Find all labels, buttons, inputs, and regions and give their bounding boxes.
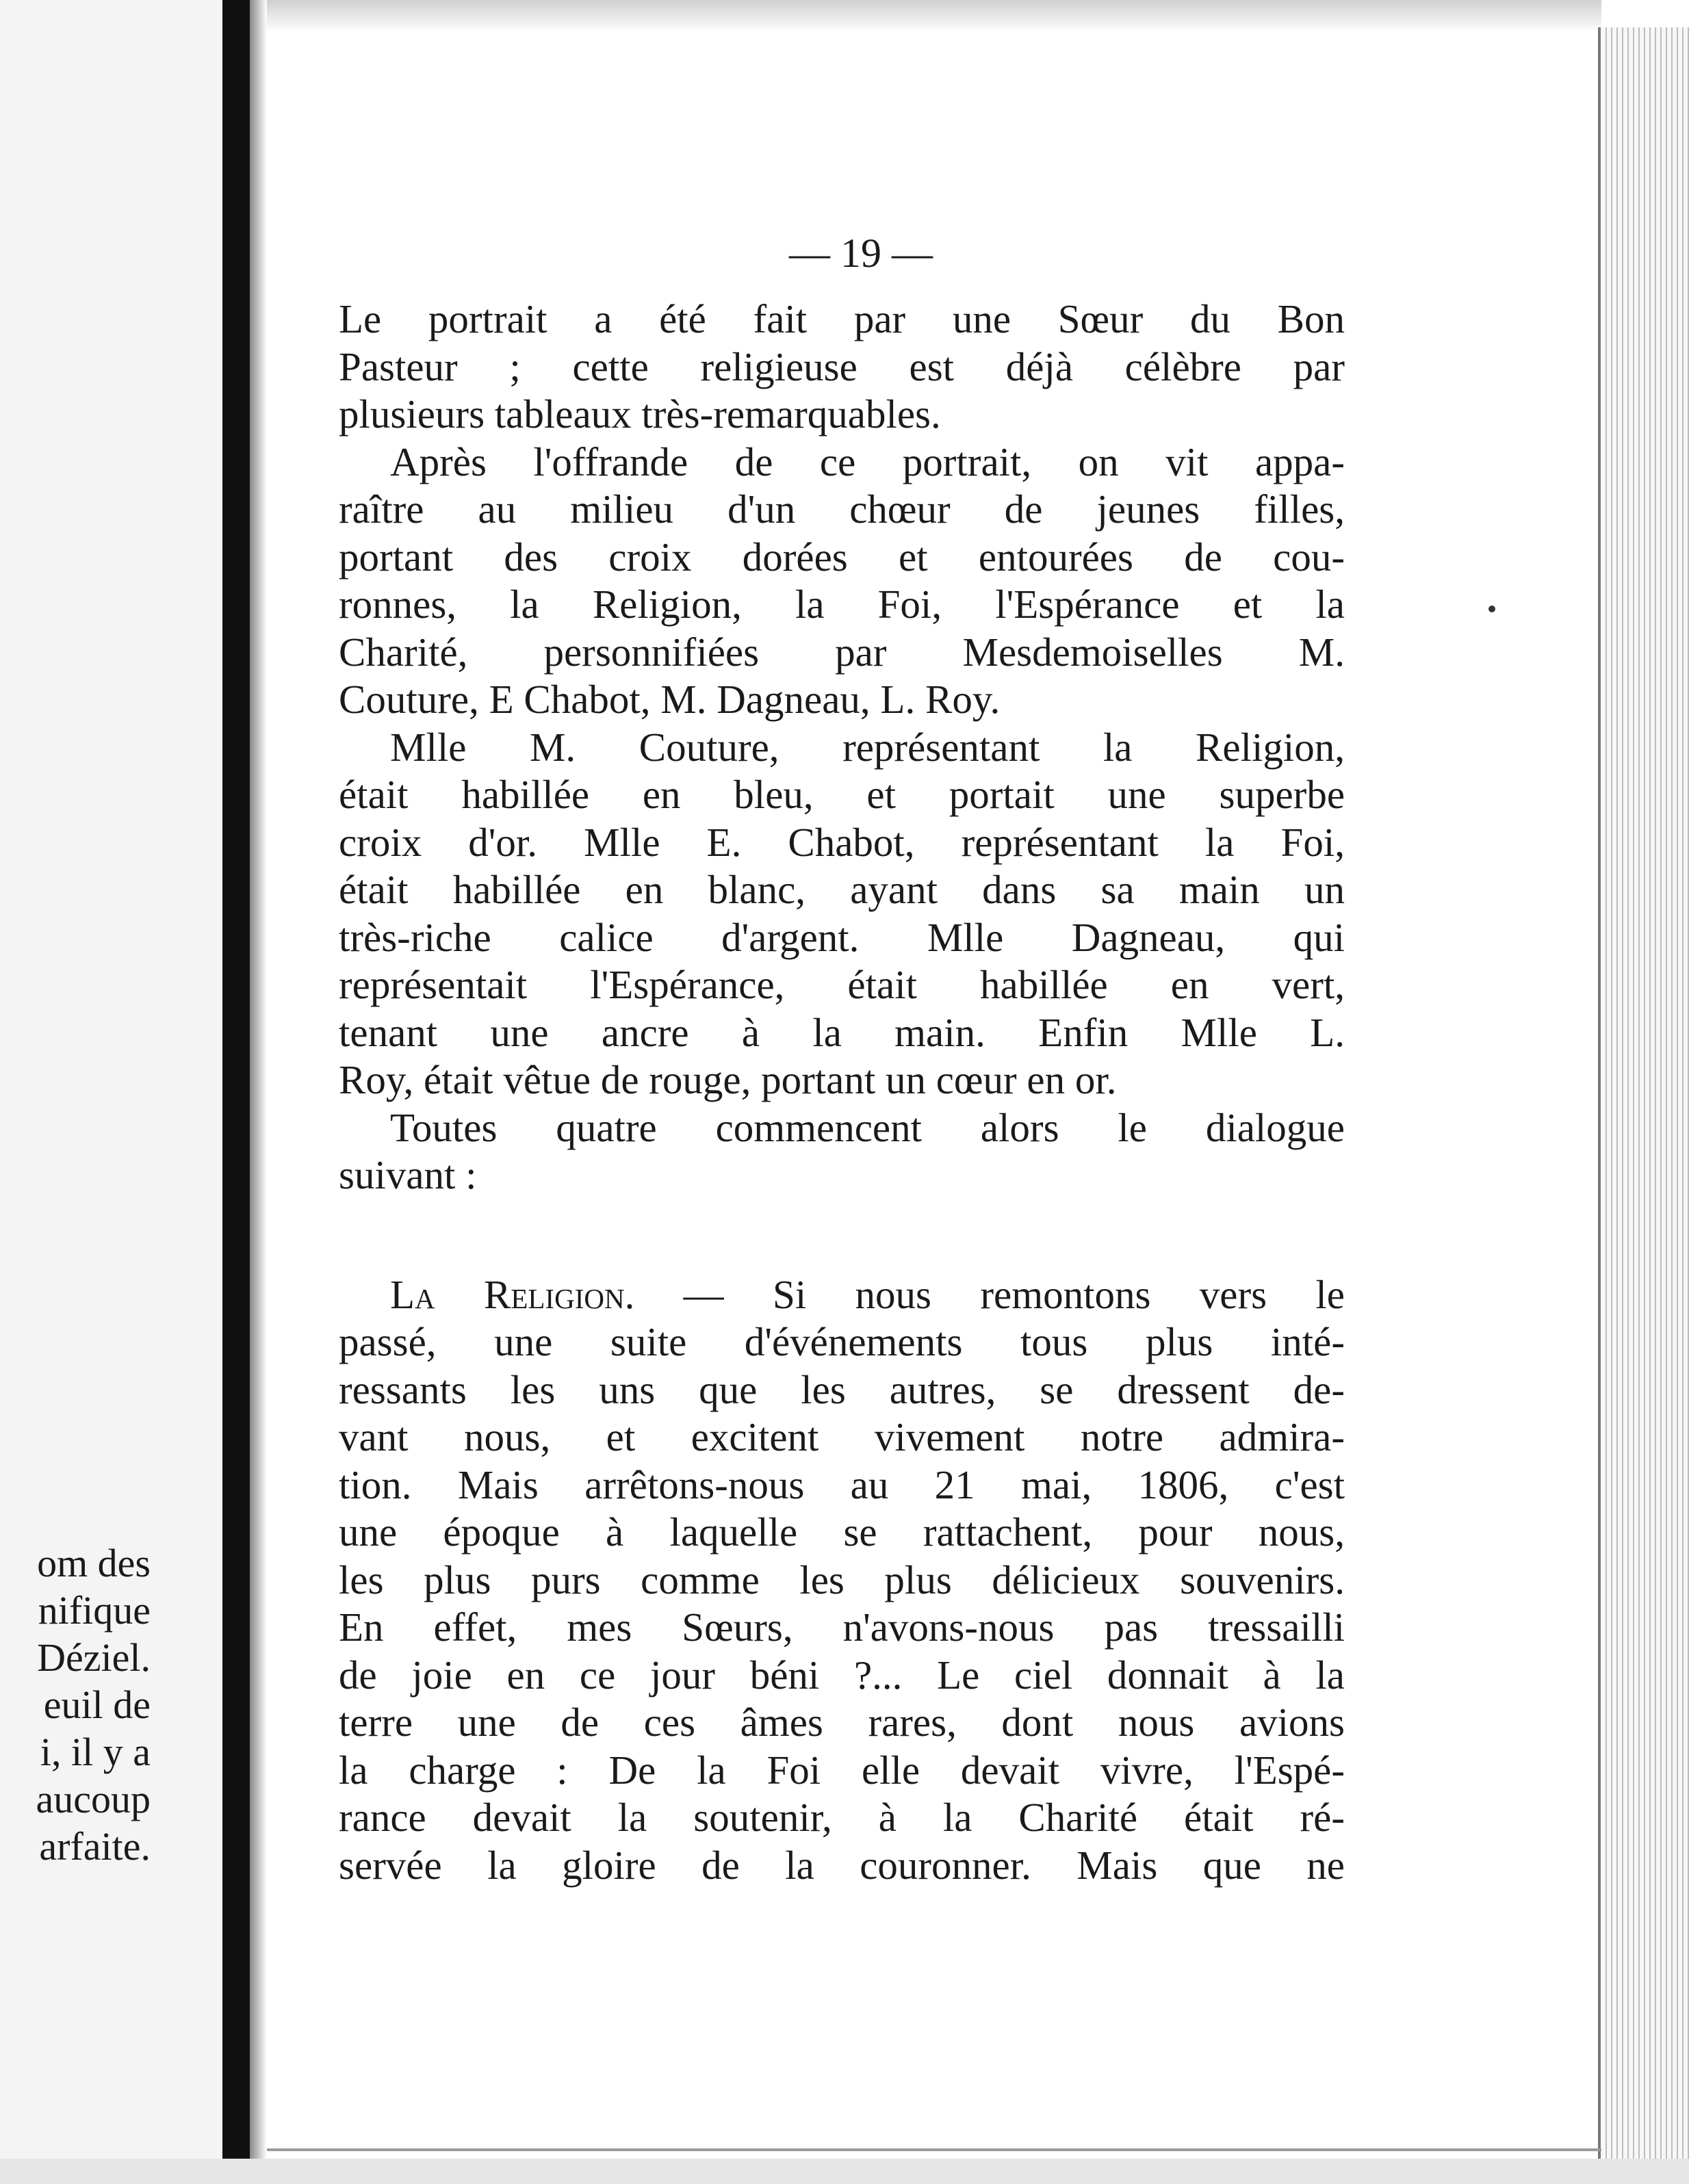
text-line: croix d'or. Mlle E. Chabot, représentant la Foi, [339, 819, 1345, 865]
paragraph [339, 1104, 1345, 1199]
left-facing-page [0, 0, 222, 2184]
text-line: En effet, mes Sœurs, n'avons-nous pas tressailli [339, 1604, 1345, 1650]
left-page-line: aucoup [36, 1777, 151, 1821]
scan-bottom-border [0, 2159, 1689, 2184]
paragraph [339, 439, 1345, 724]
text-line: de joie en ce jour béni ?... Le ciel donnait à la [339, 1652, 1345, 1698]
text-line: Le portrait a été fait par une Sœur du Bon [339, 296, 1345, 341]
paragraph [339, 296, 1345, 439]
text-line: Pasteur ; cette religieuse est déjà célèbre par [339, 343, 1345, 389]
text-line: vant nous, et excitent vivement notre admira- [339, 1414, 1345, 1459]
text-line: représentait l'Espérance, était habillée en vert, [339, 962, 1345, 1007]
text-line: Roy, était vêtue de rouge, portant un cœur en or. [339, 1057, 1117, 1102]
left-page-line: arfaite. [39, 1824, 151, 1869]
text-line: Après l'offrande de ce portrait, on vit appa- [390, 439, 1345, 484]
book-page-edges [1601, 27, 1689, 2184]
text-line: tion. Mais arrêtons-nous au 21 mai, 1806, c'est [339, 1461, 1345, 1507]
book-gutter [222, 0, 250, 2184]
dialogue-paragraph [339, 1271, 1345, 1890]
text-line: était habillée en blanc, ayant dans sa main un [339, 867, 1345, 912]
text-line: Toutes quatre commencent alors le dialogue [390, 1104, 1345, 1150]
text-line: raître au milieu d'un chœur de jeunes filles, [339, 486, 1345, 532]
text-line: servée la gloire de la couronner. Mais que ne [339, 1842, 1345, 1888]
bottom-page-edge [267, 2148, 1601, 2151]
dialogue-text: — Si nous remontons vers le [634, 1271, 1345, 1317]
text-line: les plus purs comme les plus délicieux souvenirs. [339, 1557, 1345, 1602]
text-line: suivant : [339, 1152, 477, 1197]
left-page-text [0, 1539, 151, 1870]
page-number: — 19 — [789, 231, 933, 276]
page-body [339, 296, 1345, 1889]
ink-speck [1488, 606, 1495, 612]
dialogue-first-line [339, 1271, 1345, 1319]
page-edge-line [1598, 27, 1601, 2184]
text-line: portant des croix dorées et entourées de cou- [339, 534, 1345, 580]
text-line: la charge : De la Foi elle devait vivre, l'Espé- [339, 1747, 1345, 1793]
left-page-line: i, il y a [40, 1730, 151, 1774]
text-line: rance devait la soutenir, à la Charité était ré- [339, 1795, 1345, 1840]
speaker-name: La Religion. [390, 1271, 635, 1317]
text-line: Mlle M. Couture, représentant la Religion, [390, 724, 1345, 770]
paragraph [339, 724, 1345, 1104]
left-page-line: euil de [43, 1682, 151, 1727]
text-line: plusieurs tableaux très-remarquables. [339, 391, 941, 437]
left-page-line: Déziel. [37, 1635, 151, 1680]
left-page-line: nifique [38, 1588, 151, 1633]
text-line: ressants les uns que les autres, se dressent de- [339, 1366, 1345, 1412]
top-page-edge [267, 0, 1601, 33]
gutter-shadow [250, 0, 267, 2184]
text-line: une époque à laquelle se rattachent, pour nous, [339, 1509, 1345, 1555]
text-line: était habillée en bleu, et portait une superbe [339, 772, 1345, 817]
text-line: ronnes, la Religion, la Foi, l'Espérance et la [339, 582, 1345, 627]
text-line: Couture, E Chabot, M. Dagneau, L. Roy. [339, 677, 1001, 722]
text-line: Charité, personnifiées par Mesdemoiselles M. [339, 629, 1345, 675]
text-line: tenant une ancre à la main. Enfin Mlle L. [339, 1009, 1345, 1055]
text-line: très-riche calice d'argent. Mlle Dagneau, qui [339, 914, 1345, 960]
section-gap [339, 1199, 1345, 1271]
text-line: passé, une suite d'événements tous plus inté- [339, 1319, 1345, 1364]
left-page-line: om des [37, 1541, 151, 1585]
text-line: terre une de ces âmes rares, dont nous avions [339, 1700, 1345, 1745]
